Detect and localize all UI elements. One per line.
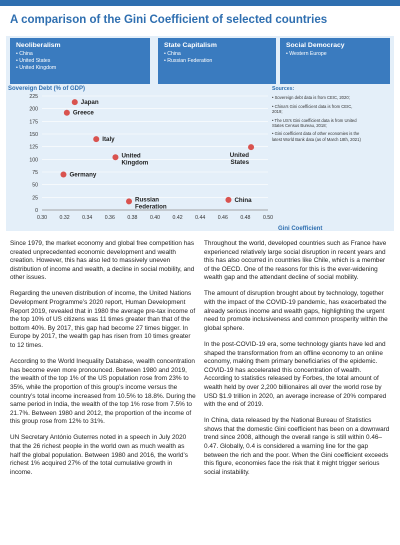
y-tick-label: 50 <box>32 182 38 189</box>
source-item: • China’s Gini coefficient data is from CEIC, 2019; <box>272 103 353 115</box>
data-point <box>248 144 254 150</box>
y-tick-label: 225 <box>29 94 38 100</box>
top-accent-bar <box>0 0 400 6</box>
y-tick-label: 200 <box>29 106 38 113</box>
source-item: • The US’s Gini coefficient data is from United States Census Bureau, 2018; <box>272 117 357 129</box>
x-tick-label: 0.34 <box>82 215 93 221</box>
y-tick-label: 150 <box>29 132 38 138</box>
x-tick-label: 0.40 <box>149 215 161 221</box>
y-tick-label: 175 <box>29 119 38 126</box>
category-social-democracy <box>280 38 390 84</box>
data-point <box>112 154 118 160</box>
data-point <box>225 197 231 203</box>
body-paragraph: UN Secretary António Guterres noted in a speech in July 2020 that the 26 richest people in the world own as much wealth as half the global population. Between 1980 and 2016, the world’s richest 1% acquired 27% of the total cumulative growth in income. <box>10 434 188 476</box>
x-tick-label: 0.46 <box>217 215 228 221</box>
y-tick-label: 25 <box>32 195 38 202</box>
y-axis-label: Sovereign Debt (% of GDP) <box>8 86 86 92</box>
x-tick-label: 0.44 <box>195 215 206 221</box>
x-tick-label: 0.30 <box>36 215 48 221</box>
x-tick-label: 0.42 <box>172 215 183 221</box>
source-item: • Sovereign debt data is from CEIC, 2020; <box>272 95 350 101</box>
category-item: • Western Europe <box>286 51 327 57</box>
x-tick-label: 0.50 <box>262 215 274 221</box>
body-paragraph: Regarding the uneven distribution of income, the United Nations Development Programme’s 2020 report, Human Development Report 2019, revealed that in 1980 the average pre-tax income of the top 10% of US citizens was 11 times greater than that of the bottom 40%. By 2017, this gap had become 27 times bigger. In Europe by 2017, the wealth gap has risen from 10 times greater to 12 times. <box>10 290 196 350</box>
page-title: A comparison of the Gini Coefficient of selected countries <box>10 14 328 26</box>
data-point-label: Germany <box>69 171 97 179</box>
category-heading: State Capitalism <box>164 42 217 49</box>
body-column-right <box>204 240 390 485</box>
x-tick-label: 0.38 <box>127 215 138 221</box>
x-tick-label: 0.36 <box>104 215 115 221</box>
data-point <box>72 99 78 105</box>
category-item: • United States <box>16 58 51 64</box>
category-state-capitalism <box>158 38 276 84</box>
body-paragraph: Throughout the world, developed countries such as France have experienced relatively large social disruption in recent years and this has also occurred in countries like Chile, which is a member of the OECD. One of the reasons for this is the ever-widening wealth gap and the attendant decline of social mobility. <box>204 240 387 282</box>
x-tick-label: 0.32 <box>59 215 70 221</box>
sources-box <box>272 87 362 145</box>
data-point <box>93 136 99 142</box>
data-point-label: Russian Federation <box>135 196 167 211</box>
data-point-label: Italy <box>102 136 115 144</box>
body-paragraph: According to the World Inequality Database, wealth concentration has become even more pronounced. Between 1980 and 2019, the wealth of the top 1% of the US population rose from 23% to 35%, while the proportion of this group’s income versus the country’s total income increased from 10.5% to 18.8%. During the same period in India, the wealth of the top 1% rose from 7.5% to 21.7%. Between 1980 and 2012, the proportion of the income of this group rose from 12% to 31%. <box>10 358 196 426</box>
category-item: • United Kingdom <box>16 65 57 71</box>
data-point <box>64 110 70 116</box>
y-tick-label: 100 <box>29 157 38 164</box>
chart-points <box>60 99 254 210</box>
y-tick-label: 125 <box>29 144 38 151</box>
x-axis-label: Gini Coefficient <box>278 226 323 232</box>
category-item: • Russian Federation <box>164 58 213 64</box>
body-paragraph: In China, data released by the National Bureau of Statistics shows that the domestic Gini coefficient has been on a downward trend since 2008, although the overall range is still within 0.46–0.47. Globally, 0.4 is considered a warning line for the gap between the rich and the poor. When the Gini coefficient exceeds this figure, economies face the risk that it might trigger serious social instability. <box>204 417 390 476</box>
data-point-label: Japan <box>80 99 99 107</box>
body-paragraph: The amount of disruption brought about by technology, together with the impact of the COVID-19 pandemic, has exacerbated the already serious income and wealth gaps, highlighting the urgent need to promote inclusiveness and common prosperity within the global sphere. <box>204 290 388 332</box>
source-item: • Gini coefficient data of other economies is the latest World Bank data (as of March 18th, 2021) <box>272 131 361 142</box>
data-point <box>126 198 132 204</box>
data-point-label: United States <box>229 152 250 167</box>
category-item: • China <box>16 51 33 57</box>
sources-heading: Sources: <box>272 86 295 92</box>
category-heading: Social Democracy <box>286 42 345 49</box>
category-item: • China <box>164 51 181 57</box>
data-point <box>60 172 66 178</box>
category-heading: Neoliberalism <box>16 42 61 49</box>
body-column-left <box>10 240 196 485</box>
y-tick-label: 75 <box>32 170 38 176</box>
x-tick-label: 0.48 <box>240 215 251 221</box>
data-point-label: United Kingdom <box>121 152 149 167</box>
body-paragraph: Since 1979, the market economy and global free competition has created unprecedented economic development and wealth creation. However, this has also led to massively uneven distribution of income and wealth, a decline in social mobility, and other issues. <box>10 240 195 282</box>
data-point-label: China <box>234 196 252 204</box>
y-tick-label: 0 <box>35 208 38 214</box>
data-point-label: Greece <box>72 109 94 117</box>
category-neoliberalism <box>10 38 150 84</box>
body-paragraph: In the post-COVID-19 era, some technology giants have led and shaped the transformation from an offline economy to an online economy, making them primary beneficiaries of the epidemic. COVID-19 has accelerated this concentration of wealth. According to statistics released by Forbes, the total amount of wealth held by over 2,200 billionaires all over the world rose by USD $1.9 trillion in 2020, an average increase of 20% compared with the end of 2019. <box>204 340 387 409</box>
